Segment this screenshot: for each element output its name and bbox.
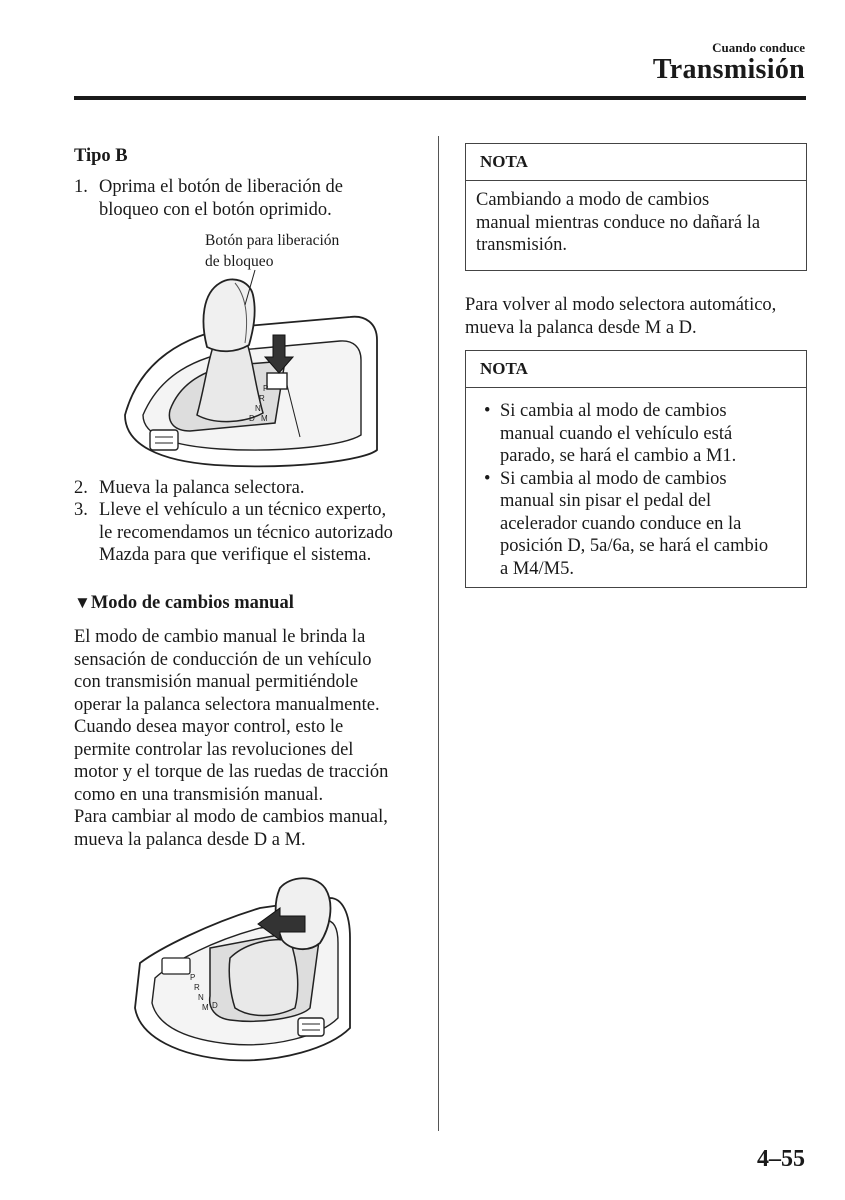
note-title: NOTA	[466, 351, 806, 388]
step-line: Mazda para que verifique el sistema.	[99, 545, 372, 565]
note-box-2	[465, 350, 807, 588]
note-line: manual cuando el vehículo está	[500, 423, 733, 444]
label-line: Botón para liberación	[205, 232, 340, 249]
note-line: acelerador cuando conduce en la	[500, 513, 742, 534]
para-line: Para cambiar al modo de cambios manual,	[74, 807, 388, 827]
step-line: Oprima el botón de liberación de	[99, 177, 344, 197]
para-line: El modo de cambio manual le brinda la	[74, 627, 366, 647]
gear-letter: R	[259, 394, 265, 403]
gear-letter: N	[255, 404, 261, 413]
gear-letter: D	[249, 414, 255, 423]
para-line: Para volver al modo selectora automático,	[465, 295, 777, 315]
header-rule	[74, 96, 806, 100]
note-line: Cambiando a modo de cambios	[476, 190, 710, 210]
label-line: de bloqueo	[205, 253, 274, 270]
note-title: NOTA	[466, 144, 806, 181]
section-name: Cuando conduce	[712, 40, 805, 55]
note-line: transmisión.	[476, 235, 567, 255]
gear-letter: D	[212, 1001, 218, 1010]
para-line: mueva la palanca desde M a D.	[465, 317, 697, 338]
note-line: manual mientras conduce no dañará la	[476, 212, 761, 233]
subheading-tipo-b: Tipo B	[74, 146, 128, 166]
step-line: le recomendamos un técnico autorizado	[99, 522, 393, 543]
gear-letter: P	[263, 384, 269, 393]
note-line: Si cambia al modo de cambios	[500, 401, 727, 421]
section-heading-manual-mode	[74, 592, 294, 615]
note-bullet	[476, 400, 796, 468]
step-line: Lleve el vehículo a un técnico experto,	[99, 500, 387, 520]
note-box-1	[465, 143, 807, 271]
note-line: Si cambia al modo de cambios	[500, 468, 727, 489]
page-title: Transmisión	[652, 54, 805, 85]
shifter-illustration-manual-mode	[130, 868, 360, 1068]
para-line: con transmisión manual permitiéndole	[74, 672, 359, 692]
gear-letter: R	[194, 983, 200, 992]
return-auto-paragraph	[465, 294, 810, 339]
para-line: operar la palanca selectora manualmente.	[74, 694, 380, 715]
para-line: Cuando desea mayor control, esto le	[74, 717, 344, 737]
para-line: permite controlar las revoluciones del	[74, 739, 354, 760]
shifter-illustration-lock-release	[115, 265, 395, 475]
note-bullet	[476, 468, 796, 581]
step-line: Mueva la palanca selectora.	[99, 478, 305, 498]
note-line: manual sin pisar el pedal del	[500, 491, 712, 511]
para-line: motor y el torque de las ruedas de tracción	[74, 762, 389, 782]
step-number: 2.	[74, 478, 88, 498]
bullet-dot-icon: •	[484, 401, 491, 421]
note-line: posición D, 5a/6a, se hará el cambio	[500, 536, 769, 556]
note-line: parado, se hará el cambio a M1.	[500, 446, 737, 466]
triangle-down-icon: ▼	[74, 593, 91, 612]
note-line: a M4/M5.	[500, 558, 574, 579]
step-line: bloqueo con el botón oprimido.	[99, 199, 332, 220]
bullet-dot-icon: •	[484, 468, 491, 489]
gear-letter: M	[261, 414, 268, 423]
column-divider	[438, 136, 439, 1131]
gear-letter: P	[190, 973, 196, 982]
page-number: 4–55	[757, 1146, 805, 1172]
para-line: sensación de conducción de un vehículo	[74, 649, 372, 670]
para-line: como en una transmisión manual.	[74, 784, 324, 805]
step-number: 1.	[74, 177, 88, 197]
gear-letter: N	[198, 993, 204, 1002]
section-heading-text: Modo de cambios manual	[90, 593, 294, 613]
para-line: mueva la palanca desde D a M.	[74, 829, 306, 850]
manual-mode-paragraph	[74, 626, 429, 851]
gear-letter: M	[202, 1003, 209, 1012]
step-number: 3.	[74, 500, 88, 520]
